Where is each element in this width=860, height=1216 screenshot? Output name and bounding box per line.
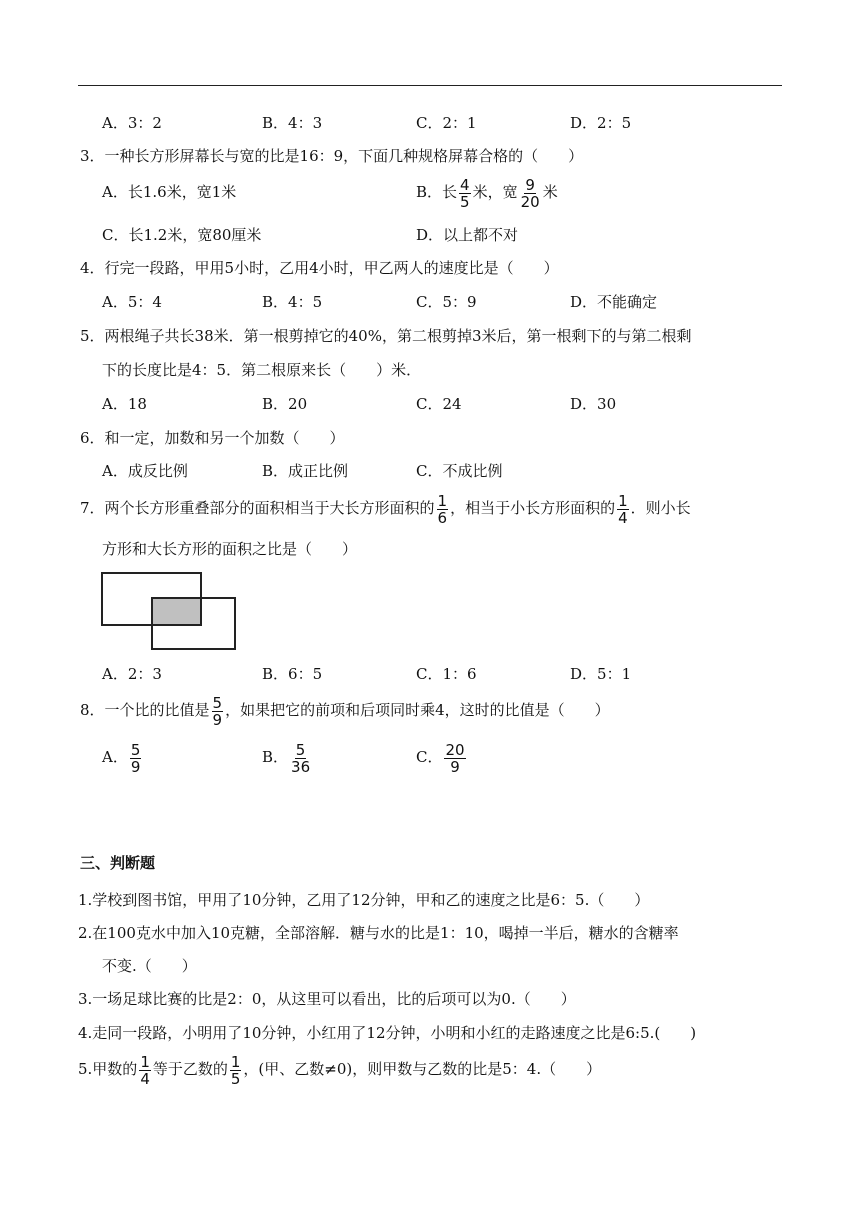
q3-option-a: A．长1.6米，宽1米 (102, 183, 237, 201)
overlapping-rectangles-figure (100, 571, 240, 653)
q5-stem-line-2: 下的长度比是4：5．第二根原来长（ ）米． (102, 361, 422, 379)
header-rule (78, 85, 782, 86)
fraction-numerator: 5 (212, 693, 223, 712)
q3-option-d: D．以上都不对 (416, 226, 519, 244)
q7-option-b: B．6：5 (262, 665, 323, 683)
q8-stem (80, 692, 610, 728)
fraction-numerator: 5 (295, 740, 306, 759)
q6-option-b: B．成正比例 (262, 462, 349, 480)
q3-stem: 3．一种长方形屏幕长与宽的比是16：9，下面几种规格屏幕合格的（ ） (80, 147, 584, 165)
fraction-numerator: 1 (618, 491, 628, 510)
q7-part-3: ．则小长 (630, 499, 691, 517)
q3-option-b-fraction-2 (520, 177, 541, 210)
q6-option-a: A．成反比例 (102, 462, 188, 480)
fraction-numerator: 9 (525, 175, 535, 194)
q3-option-b (416, 174, 558, 210)
q8-option-a (102, 739, 143, 775)
q8-option-c (416, 739, 468, 775)
q8-part-1: 8．一个比的比值是 (80, 701, 210, 719)
fraction-denominator: 5 (460, 192, 470, 211)
fraction-numerator: 1 (140, 1052, 150, 1071)
q7-stem-line-1 (80, 490, 691, 526)
fraction-numerator: 5 (130, 740, 141, 759)
judgement-4: 4.走同一段路，小明用了10分钟，小红用了12分钟，小明和小红的走路速度之比是6:5.( ) (78, 1024, 697, 1042)
q2-option-d: D．2：5 (570, 114, 632, 132)
fraction-numerator: 4 (460, 175, 470, 194)
judgement-5-part-1: 5.甲数的 (78, 1060, 138, 1078)
fraction-denominator: 4 (618, 508, 628, 527)
judgement-5-fraction-2 (230, 1054, 242, 1087)
q8-option-a-label: A． (102, 748, 128, 766)
q4-stem: 4．行完一段路，甲用5小时，乙用4小时，甲乙两人的速度比是（ ） (80, 259, 559, 277)
q8-part-2: ，如果把它的前项和后项同时乘4，这时的比值是（ ） (225, 701, 610, 719)
judgement-3: 3.一场足球比赛的比是2：0，从这里可以看出，比的后项可以为0.（ ） (78, 990, 576, 1008)
q3-option-b-mid: 米，宽 (472, 183, 518, 201)
q5-option-c: C．24 (416, 395, 462, 413)
q8-option-b-label: B． (262, 748, 289, 766)
judgement-5-part-3: ，(甲、乙数≠0)，则甲数与乙数的比是5：4.（ ） (243, 1060, 602, 1078)
q8-option-c-fraction (444, 742, 465, 775)
fraction-numerator: 1 (437, 491, 448, 510)
q6-option-c: C．不成比例 (416, 462, 503, 480)
judgement-5-fraction-1 (139, 1054, 151, 1087)
q3-option-c: C．长1.2米，宽80厘米 (102, 226, 262, 244)
q5-stem-line-1: 5．两根绳子共长38米．第一根剪掉它的40%，第二根剪掉3米后，第一根剩下的与第二根剩 (80, 327, 692, 345)
q3-option-b-fraction-1 (459, 177, 471, 210)
q2-option-b: B．4：3 (262, 114, 323, 132)
q2-option-a: A．3：2 (102, 114, 162, 132)
q8-fraction (212, 695, 224, 728)
q7-option-c: C．1：6 (416, 665, 477, 683)
q6-stem: 6．和一定，加数和另一个加数（ ） (80, 429, 345, 447)
fraction-denominator: 5 (230, 1069, 241, 1088)
q8-option-b-fraction (290, 742, 311, 775)
q7-fraction-1 (437, 493, 449, 526)
fraction-denominator: 20 (520, 192, 540, 211)
fraction-denominator: 9 (450, 757, 460, 776)
q5-option-b: B．20 (262, 395, 308, 413)
judgement-5 (78, 1051, 601, 1087)
q4-option-b: B．4：5 (262, 293, 323, 311)
q7-stem-line-2: 方形和大长方形的面积之比是（ ） (102, 540, 358, 558)
judgement-1: 1.学校到图书馆，甲用了10分钟，乙用了12分钟，甲和乙的速度之比是6：5.（ ） (78, 891, 650, 909)
fraction-denominator: 9 (212, 710, 223, 729)
q5-option-a: A．18 (102, 395, 147, 413)
q7-part-1: 7．两个长方形重叠部分的面积相当于大长方形面积的 (80, 499, 435, 517)
overlap-region (152, 598, 201, 625)
q3-option-b-suffix: 米 (542, 183, 558, 201)
q2-option-c: C．2：1 (416, 114, 477, 132)
q8-option-b (262, 739, 313, 775)
q7-part-2: ，相当于小长方形面积的 (450, 499, 616, 517)
q8-option-c-label: C． (416, 748, 443, 766)
fraction-numerator: 1 (230, 1052, 241, 1071)
fraction-numerator: 20 (445, 740, 465, 759)
section-3-title: 三、判断题 (80, 854, 156, 872)
q7-option-a: A．2：3 (102, 665, 162, 683)
q7-fraction-2 (617, 493, 629, 526)
q3-option-b-prefix: B．长 (416, 183, 458, 201)
fraction-denominator: 36 (291, 757, 311, 776)
q7-option-d: D．5：1 (570, 665, 632, 683)
q4-option-a: A．5：4 (102, 293, 162, 311)
q4-option-c: C．5：9 (416, 293, 477, 311)
judgement-5-part-2: 等于乙数的 (152, 1060, 228, 1078)
q4-option-d: D．不能确定 (570, 293, 658, 311)
fraction-denominator: 4 (140, 1069, 150, 1088)
fraction-denominator: 9 (130, 757, 141, 776)
q8-option-a-fraction (130, 742, 142, 775)
q5-option-d: D．30 (570, 395, 617, 413)
judgement-2-line-1: 2.在100克水中加入10克糖，全部溶解．糖与水的比是1：10，喝掉一半后，糖水的含糖率 (78, 924, 679, 942)
judgement-2-line-2: 不变.（ ） (102, 957, 197, 975)
fraction-denominator: 6 (437, 508, 448, 527)
